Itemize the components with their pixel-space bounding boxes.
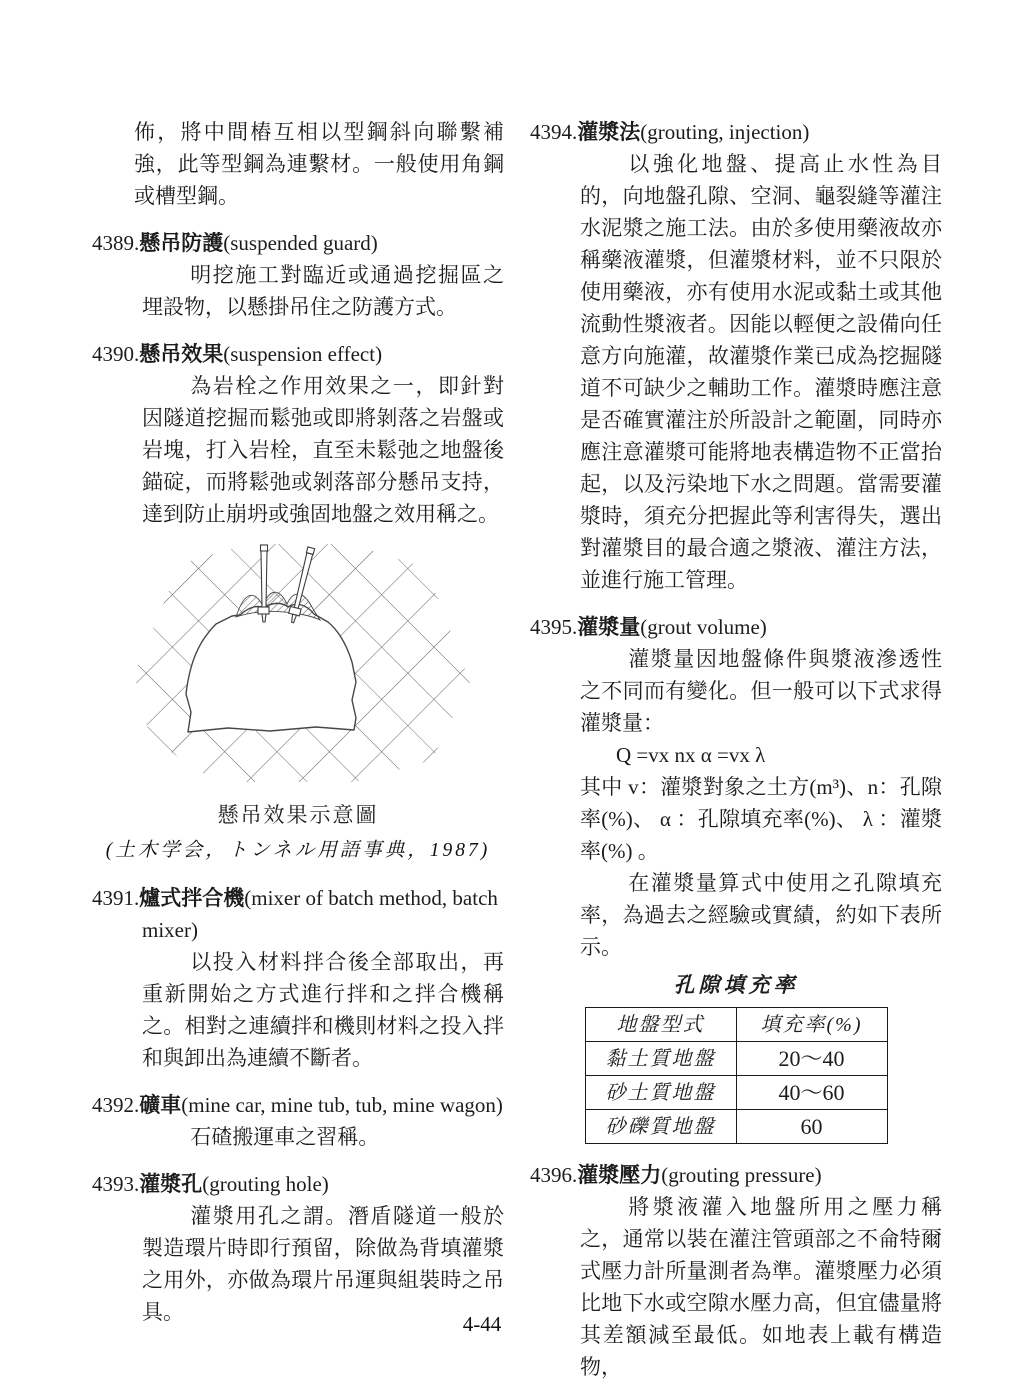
entry-body: 以投入材料拌合後全部取出，再重新開始之方式進行拌和之拌合機稱之。相對之連續拌和機則材料之投入拌和與卸出為連續不斷者。: [142, 950, 504, 1070]
void-filling-rate-table: [530, 969, 942, 1144]
entry-4391: [92, 882, 504, 1074]
left-column: [92, 116, 504, 1383]
entry-heading: [92, 882, 504, 946]
entry-4392: [92, 1089, 504, 1153]
grout-volume-formula: Q =vx nx α =vx λ: [616, 743, 766, 767]
figure-caption: 懸吊效果示意圖: [217, 803, 379, 827]
tunnel-diagram-icon: [120, 542, 476, 786]
entry-english: (mixer of batch method, batch mixer): [142, 886, 498, 942]
entry-body: 石碴搬運車之習稱。: [190, 1125, 380, 1149]
entry-body: 在灌漿量算式中使用之孔隙填充率，為過去之經驗或實績，約如下表所示。: [580, 871, 942, 959]
entry-heading: [92, 338, 504, 370]
header-cell: 地盤型式: [585, 1008, 736, 1042]
entry-body: 為岩栓之作用效果之一，即針對因隧道挖掘而鬆弛或即將剝落之岩盤或岩塊，打入岩栓，直至未鬆弛之地盤後錨碇，而將鬆弛或剝落部分懸吊支持，達到防止崩坍或強固地盤之效用稱之。: [142, 374, 504, 526]
entry-english: (grouting hole): [202, 1172, 329, 1196]
entry-term: 懸吊效果: [139, 342, 224, 366]
entry-term: 灌漿法: [577, 120, 641, 144]
entry-heading: [92, 227, 504, 259]
header-cell: 填充率(%): [736, 1008, 887, 1042]
entry-4396: [530, 1159, 942, 1383]
entry-number: 4390.: [92, 342, 140, 366]
entry-heading: [92, 1089, 504, 1121]
rate-cell: 20〜40: [736, 1042, 887, 1076]
ground-type-cell: 黏土質地盤: [585, 1042, 736, 1076]
entry-number: 4389.: [92, 231, 140, 255]
entry-heading: [530, 116, 942, 148]
entry-english: (suspended guard): [223, 231, 378, 255]
ground-type-cell: 砂礫質地盤: [585, 1110, 736, 1144]
entry-4394: [530, 116, 942, 596]
entry-4389: [92, 227, 504, 323]
suspension-effect-figure: [92, 542, 504, 867]
entry-number: 4394.: [530, 120, 578, 144]
rate-cell: 40〜60: [736, 1076, 887, 1110]
data-table: [585, 1007, 888, 1144]
entry-term: 灌漿孔: [139, 1172, 203, 1196]
entry-body: 以強化地盤、提高止水性為目的，向地盤孔隙、空洞、龜裂縫等灌注水泥漿之施工法。由於多使用藥液故亦稱藥液灌漿，但灌漿材料，並不只限於使用藥液，亦有使用水泥或黏土或其他流動性漿液者。因能以輕便之設備向任意方向施灌，故灌漿作業已成為挖掘隧道不可缺少之輔助工作。灌漿時應注意是否確實灌注於所設計之範圍，同時亦應注意灌漿可能將地表構造物不正當抬起，以及污染地下水之問題。當需要灌漿時，須充分把握此等利害得失，選出對灌漿目的最合適之漿液、灌注方法，並進行施工管理。: [580, 152, 942, 592]
entry-english: (grouting pressure): [661, 1163, 822, 1187]
entry-number: 4395.: [530, 615, 578, 639]
figure-source: (土木学会，トンネル用語事典，1987): [105, 840, 491, 861]
entry-english: (suspension effect): [223, 342, 383, 366]
formula-variables: 其中 v：灌漿對象之土方(m³)、n：孔隙率(%)、 α ：孔隙填充率(%)、 λ ：灌漿率(%) 。: [580, 775, 942, 863]
entry-4395: [530, 611, 942, 1144]
entry-number: 4391.: [92, 886, 140, 910]
entry-body: 明挖施工對臨近或通過挖掘區之埋設物，以懸掛吊住之防護方式。: [142, 263, 504, 319]
entry-term: 灌漿量: [577, 615, 641, 639]
entry-number: 4393.: [92, 1172, 140, 1196]
rate-cell: 60: [736, 1110, 887, 1144]
entry-4390: [92, 338, 504, 867]
entry-body: 灌漿量因地盤條件與漿液滲透性之不同而有變化。但一般可以下式求得灌漿量：: [580, 647, 942, 735]
continued-paragraph: 佈，將中間樁互相以型鋼斜向聯繫補強，此等型鋼為連繫材。一般使用角鋼或槽型鋼。: [134, 120, 504, 208]
entry-english: (mine car, mine tub, tub, mine wagon): [181, 1093, 503, 1117]
entry-number: 4396.: [530, 1163, 578, 1187]
entry-term: 灌漿壓力: [577, 1163, 662, 1187]
entry-term: 懸吊防護: [139, 231, 224, 255]
entry-body: 灌漿用孔之謂。潛盾隧道一般於製造環片時即行預留，除做為背填灌漿之用外，亦做為環片吊運與組裝時之吊具。: [142, 1204, 504, 1324]
entry-english: (grout volume): [640, 615, 767, 639]
entry-heading: [530, 1159, 942, 1191]
entry-heading: [530, 611, 942, 643]
entry-english: (grouting, injection): [640, 120, 810, 144]
right-column: [530, 116, 942, 1383]
entry-body: 將漿液灌入地盤所用之壓力稱之，通常以裝在灌注管頭部之不侖特爾式壓力計所量測者為準。灌漿壓力必須比地下水或空隙水壓力高，但宜儘量將其差額減至最低。如地表上載有構造物，: [580, 1195, 942, 1379]
entry-heading: [92, 1168, 504, 1200]
page-number: 4-44: [462, 1312, 502, 1336]
entry-term: 爐式拌合機: [139, 886, 245, 910]
entry-number: 4392.: [92, 1093, 140, 1117]
table-header-row: [585, 1008, 887, 1042]
table-row: [585, 1042, 887, 1076]
table-row: [585, 1076, 887, 1110]
ground-type-cell: 砂土質地盤: [585, 1076, 736, 1110]
table-row: [585, 1110, 887, 1144]
entry-term: 礦車: [139, 1093, 182, 1117]
table-title: 孔隙填充率: [673, 973, 799, 997]
entry-4393: [92, 1168, 504, 1328]
